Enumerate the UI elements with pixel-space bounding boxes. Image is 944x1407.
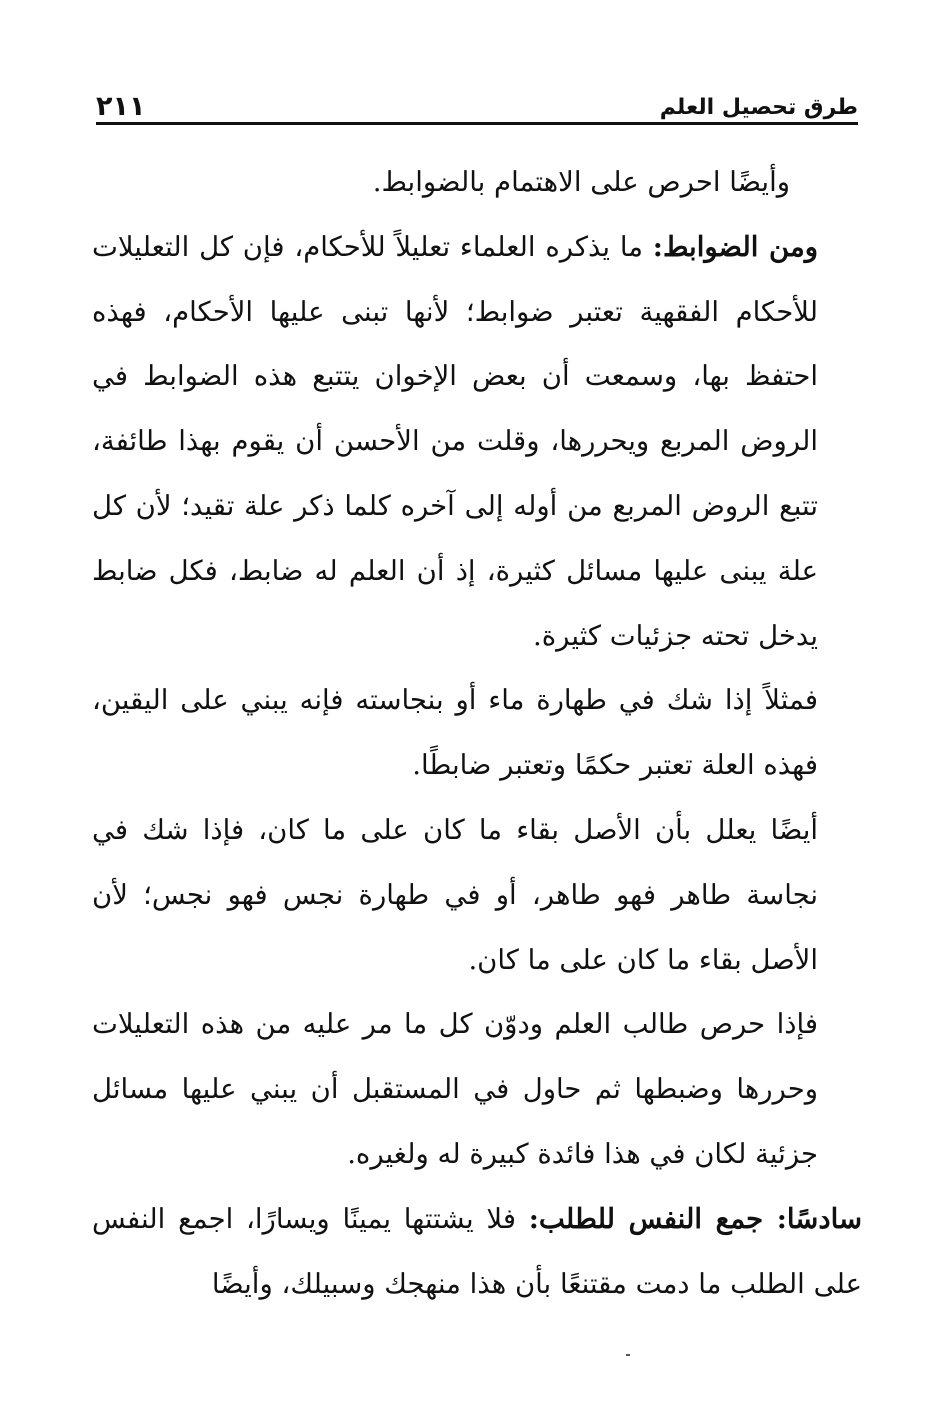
header-rule	[96, 122, 858, 125]
body-text	[92, 150, 862, 1316]
paragraph-2-text: ما يذكره العلماء تعليلاً للأحكام، فإن كل التعليلات للأحكام الفقهية تعتبر ضوابط؛ لأنها تبنى عليها الأحكام، فهذه احتفظ بها، وسمعت أن بعض الإخوان يتتبع هذه الضوابط في الروض المربع ويحررها، وقلت من الأحسن أن يقوم بهذا طائفة، تتبع الروض المربع من أوله إلى آخره كلما ذكر علة تقيد؛ لأن كل علة يبنى عليها مسائل كثيرة، إذ أن العلم له ضابط، فكل ضابط يدخل تحته جزئيات كثيرة.	[92, 230, 818, 652]
paragraph-5	[92, 992, 862, 1186]
paragraph-6	[92, 1187, 862, 1317]
paragraph-6-text: فلا يشتتها يمينًا ويسارًا، اجمع النفس على الطلب ما دمت مقتنعًا بأن هذا منهجك وسبيلك، وأيضًا	[92, 1202, 862, 1300]
page-header	[96, 78, 858, 122]
paragraph-2-lead: ومن الضوابط:	[652, 230, 818, 263]
running-title: طرق تحصيل العلم	[659, 95, 858, 120]
paragraph-4-text: أيضًا يعلل بأن الأصل بقاء ما كان على ما كان، فإذا شك في نجاسة طاهر فهو طاهر، أو في طهارة نجس فهو نجس؛ لأن الأصل بقاء ما كان على ما كان.	[92, 813, 818, 976]
paragraph-4	[92, 798, 862, 992]
paragraph-1-text: وأيضًا احرص على الاهتمام بالضوابط.	[372, 166, 790, 198]
paragraph-1	[92, 150, 862, 215]
paragraph-3	[92, 668, 862, 798]
paragraph-2	[92, 215, 862, 669]
paragraph-3-text: فمثلاً إذا شك في طهارة ماء أو بنجاسته فإنه يبني على اليقين، فهذه العلة تعتبر حكمًا وتعتبر ضابطًا.	[92, 684, 818, 782]
page-number: ٢١١	[96, 91, 146, 122]
footer-mark	[626, 1354, 630, 1356]
paragraph-6-lead: سادسًا: جمع النفس للطلب:	[528, 1202, 862, 1235]
paragraph-5-text: فإذا حرص طالب العلم ودوّن كل ما مر عليه من هذه التعليلات وحررها وضبطها ثم حاول في المستقبل أن يبني عليها مسائل جزئية لكان في هذا فائدة كبيرة له ولغيره.	[92, 1008, 818, 1170]
